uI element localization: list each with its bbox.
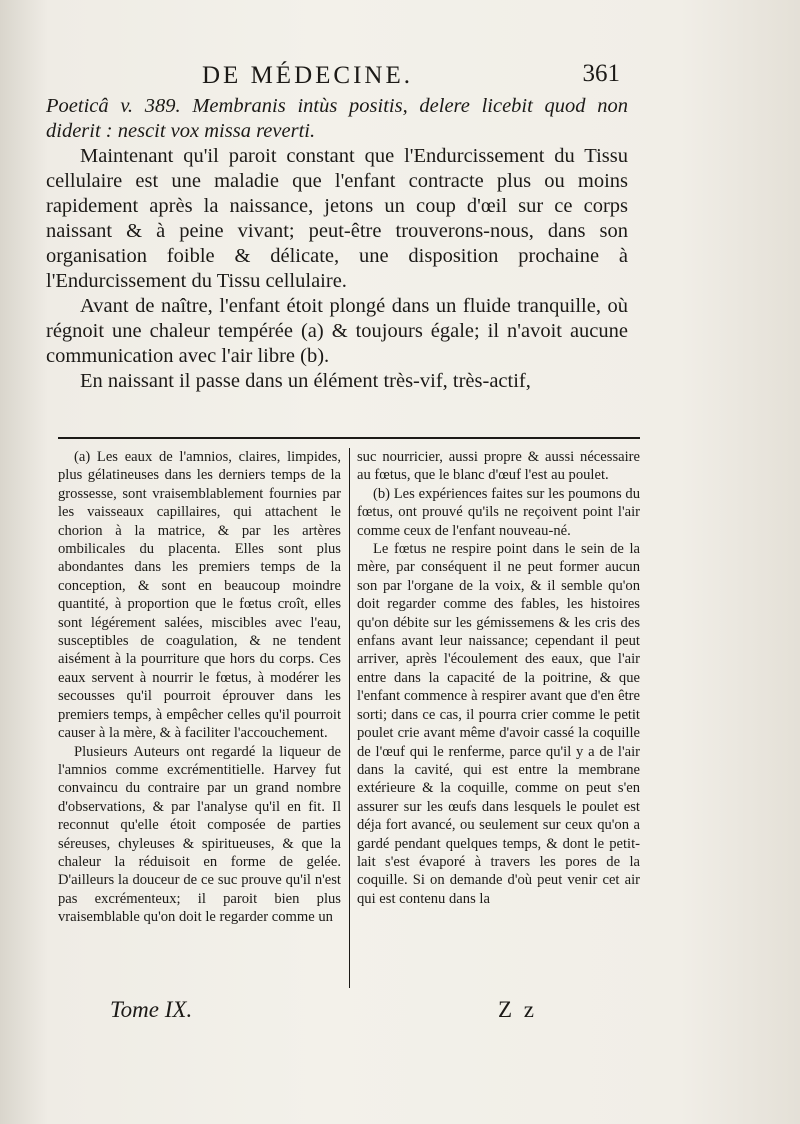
- main-text: [46, 94, 628, 394]
- footnote-paragraph: suc nourricier, aussi propre & aussi nécessaire au fœtus, que le blanc d'œuf l'est au poulet.: [357, 449, 640, 484]
- main-paragraph: Avant de naître, l'enfant étoit plongé dans un fluide tranquille, où régnoit une chaleur tempérée (a) & toujours égale; il n'avoit aucune communication avec l'air libre (b).: [46, 295, 628, 367]
- footnote-paragraph: (b) Les expériences faites sur les poumons du fœtus, ont prouvé qu'ils ne reçoivent point l'air comme ceux de l'enfant nouveau-né.: [357, 485, 640, 539]
- footnotes: [58, 448, 640, 988]
- running-head: DE MÉDECINE.: [202, 62, 413, 89]
- page-header: [150, 56, 620, 96]
- footnote-column-left: [58, 448, 341, 988]
- footnote-column-right: [357, 448, 640, 988]
- volume-signature: Tome IX.: [110, 997, 193, 1022]
- page-number: 361: [582, 60, 620, 87]
- column-divider: [349, 448, 350, 988]
- signature-mark: Z z: [498, 997, 538, 1022]
- footnote-paragraph: Plusieurs Auteurs ont regardé la liqueur de l'amnios comme excrémentitielle. Harvey fut convaincu du contraire par un grand nombre d'observations, & par l'analyse qu'il en fit. Il reconnut qu'elle étoit composée de parties séreuses, chyleuses & spiritueuses, & que la chaleur la réduisoit en forme de gelée. D'ailleurs la douceur de ce suc prouve qu'il n'est pas excrémenteux; il paroit bien plus vraisemblable qu'on doit le regarder comme un: [58, 743, 341, 926]
- footnote-paragraph: Le fœtus ne respire point dans le sein de la mère, par conséquent il ne peut former aucun son par l'organe de la voix, & il semble qu'on doit regarder comme des fables, les histoires qu'on débite sur les gémissemens & les cris des enfans avant leur naissance; cependant il peut arriver, après l'écoulement des eaux, que l'air entre dans la capacité de la poitrine, & que l'enfant commence à respirer avant que d'en être sorti; dans ce cas, il pourra crier comme le petit poulet crie avant même d'avoir cassé la coquille de l'œuf qui le renferme, parce qu'il y a de l'air dans la cavité, qui est entre la membrane extérieure & la coquille, comme on peut s'en assurer sur les œufs dans lesquels le poulet est déja fort avancé, ou seulement sur ceux qu'on a gardé pendant quelques temps, & dont le petit-lait s'est évaporé à travers les pores de la coquille. Si on demande d'où peut venir cet air qui est contenu dans la: [357, 541, 640, 907]
- main-paragraph: En naissant il passe dans un élément très-vif, très-actif,: [80, 370, 531, 392]
- main-paragraph: Maintenant qu'il paroit constant que l'Endurcissement du Tissu cellulaire est une maladie que l'enfant contracte plus ou moins rapidement après la naissance, jetons un coup d'œil sur ce corps naissant & à peine vivant; peut-être trouverons-nous, dans son organisation foible & délicate, une disposition prochaine à l'Endurcissement du Tissu cellulaire.: [46, 145, 628, 292]
- main-paragraph-quote: Poeticâ v. 389. Membranis intùs positis, delere licebit quod non diderit : nescit vox missa reverti.: [46, 95, 628, 142]
- page-footer: [110, 997, 570, 1033]
- footnote-rule: [58, 437, 640, 439]
- footnote-paragraph: (a) Les eaux de l'amnios, claires, limpides, plus gélatineuses dans les derniers temps de la grossesse, sont vraisemblablement fournies par les vaisseaux capillaires, qui attachent le chorion à la matrice, & par les artères ombilicales du placenta. Elles sont plus abondantes dans les premiers temps de la conception, & sont en beaucoup moindre quantité, à proportion que le fœtus croît, elles sont légérement salées, miscibles avec l'eau, susceptibles de coagulation, & ne tendent aisément à la pourriture que hors du corps. Ces eaux servent à nourrir le fœtus, à modérer les secousses qu'il pourroit éprouver dans les premiers temps, à empêcher celles qu'il pourroit causer à la mère, & à faciliter l'accouchement.: [58, 449, 341, 742]
